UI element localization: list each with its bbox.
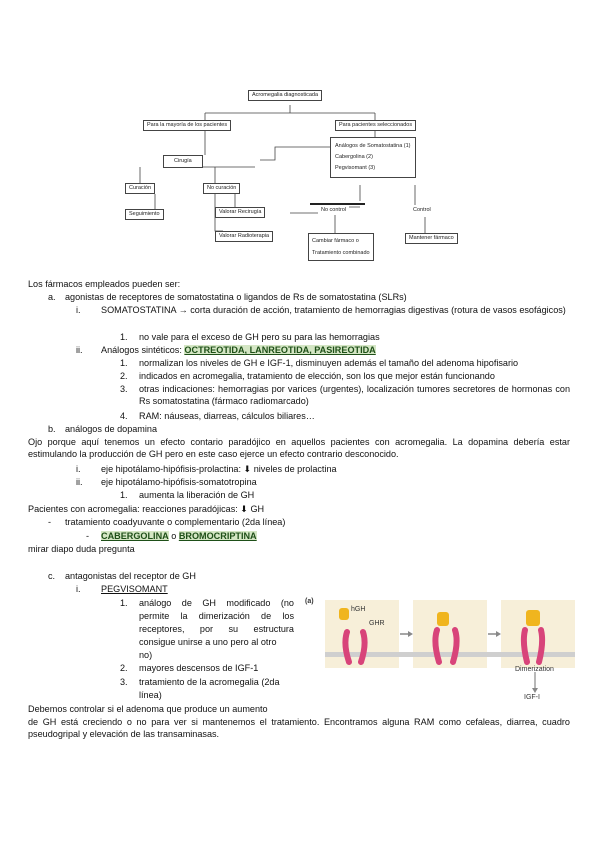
receptor [524,630,527,662]
hormone [437,612,449,626]
b-ii-sub-text: aumenta la liberación de GH [139,490,255,500]
a-ii-line [101,344,376,356]
dimerization-illustration [303,594,575,706]
flow-no-control: No control [318,206,349,215]
c-item-marker: 1. [120,598,128,608]
arrow-head [532,688,538,693]
c-closing-1: Debemos controlar si el adenoma que produce un aumento [28,704,268,714]
a-i-sub-text: no vale para el exceso de GH pero su para las hemorragias [139,332,380,342]
b-paradox: Pacientes con acromegalia: reacciones paradójicas: ⬇ GH [28,504,265,514]
hgh-label: hGH [351,606,366,613]
drug-option: Análogos de Somatostatina (1) [335,143,411,149]
panel-label: (a) [305,598,314,605]
b-dash-2: - [86,531,90,541]
a-ii-item-marker: 4. [120,411,128,421]
c-item-marker: 2. [120,663,128,673]
a-i-marker: i. [76,305,81,315]
c-item-line: permite la dimerización de los [139,611,294,621]
b-ii-marker: ii. [76,477,83,487]
c-item-line: consigue unirse a uno pero al otro [139,637,277,647]
b-note: Ojo porque aquí tenemos un efecto contario paradójico en aquellos pacientes con acromegalia. La dopamina debería estar estimulando la producción de GH pero en este caso ejerce un efecto contrario desconocido. [28,437,570,459]
a-ii-item-text: indicados en acromegalia, tratamiento de elección, son los que mejor están funcionando [139,371,495,381]
flow-cure: Curación [125,183,155,194]
flow-keep-drug: Mantener fármaco [405,233,458,244]
c-item-marker: 3. [120,677,128,687]
change-drug-line: Cambiar fármaco o [312,238,359,244]
section-c-marker: c. [48,571,56,581]
hormone [339,608,349,620]
c-item-line: mayores descensos de IGF-1 [139,663,259,673]
flow-drug-options [330,137,416,178]
drug-option: Pegvisomant (3) [335,165,376,171]
a-ii-item-marker: 2. [120,371,128,381]
flowchart [115,85,454,265]
a-ii-item-text: otras indicaciones: hemorragias por varices (urgentes), localización tumores secretores de hormonas con Rs somatostatina (fármaco radiomarcado) [139,384,570,406]
change-drug-line: Tratamiento combinado [312,250,370,256]
receptor [435,630,439,662]
a-ii-marker: ii. [76,345,83,355]
receptor [345,632,349,662]
flow-control: Control [410,206,434,215]
arrow-head [496,631,501,637]
section-c-title: antagonistas del receptor de GH [65,571,196,581]
c-closing-2: de GH está creciendo o no para ver si mantenemos el tratamiento. Encontramos alguna RAM como cefaleas, diarrea, cuadro pseudogripal y elevación de las transaminasas. [28,717,570,739]
b-adjuvant: tratamiento coadyuvante o complementario (2da línea) [65,517,286,527]
c-i-text: PEGVISOMANT [101,584,168,594]
a-ii-item-text: RAM: náuseas, diarreas, cálculos biliares… [139,411,315,421]
c-item-line: no) [139,650,153,660]
b-ii-text: eje hipotálamo-hipófisis-somatotropina [101,477,257,487]
hormone [526,610,540,626]
section-a-marker: a. [48,292,56,302]
igf-label: IGF-I [524,694,540,701]
ghr-label: GHR [369,620,385,627]
flow-follow-up: Seguimiento [125,209,164,220]
section-b-marker: b. [48,424,56,434]
flow-radiotherapy: Valorar Radioterapia [215,231,273,242]
b-ii-sub-marker: 1. [120,490,128,500]
intro-line: Los fármacos empleados pueden ser: [28,279,181,289]
b-drug-cabergolina: CABERGOLINA [101,531,169,541]
section-a-title: agonistas de receptores de somatostatina o ligandos de Rs de somatostatina (SLRs) [65,292,407,302]
flow-change-drug [308,233,374,261]
a-i-text: SOMATOSTATINA → corta duración de acción, tratamiento de hemorragias digestivas (rotura de vasos esofágicos) [101,305,566,315]
c-item-1-block [139,597,294,662]
a-ii-item-marker: 3. [120,384,128,394]
a-ii-item-text: normalizan los niveles de GH e IGF-1, disminuyen además el tamaño del adenoma hipofisario [139,358,519,368]
a-i-sub-marker: 1. [120,332,128,342]
section-b-title: análogos de dopamina [65,424,158,434]
b-reminder: mirar diapo duda pregunta [28,544,135,554]
b-dash-1: - [48,517,52,527]
c-item-line: receptores, por su estructura [139,624,294,634]
c-item-line: análogo de GH modificado (no [139,598,294,608]
arrow-head [408,631,413,637]
flow-right-branch: Para pacientes seleccionados [335,120,416,131]
b-drug-connector: o [168,531,179,541]
drug-option: Cabergolina (2) [335,154,373,160]
b-drug-bromocriptina: BROMOCRIPTINA [178,531,257,541]
c-item-line: línea) [139,690,162,700]
connector-feedback [260,147,330,160]
a-ii-item-marker: 1. [120,358,128,368]
receptor [361,632,365,662]
flow-left-branch: Para la mayoría de los pacientes [143,120,231,131]
flow-root: Acromegalia diagnosticada [248,90,322,101]
receptor [539,630,542,662]
connector-nocontrol [290,207,425,235]
dimerization-figure [303,594,575,706]
receptor [453,630,457,662]
b-drugs-line [101,530,257,542]
flow-no-cure: No curación [203,183,240,194]
panel-bg [413,600,487,668]
dimerization-label: Dimerization [515,666,554,673]
connector-surgery [140,167,255,183]
flow-reevaluate-surgery: Valorar Recirugía [215,207,265,218]
a-ii-prefix: Análogos sintéticos: [101,345,182,355]
a-ii-drugs: OCTREOTIDA, LANREOTIDA, PASIREOTIDA [184,345,376,355]
b-i-marker: i. [76,464,81,474]
connector-root [205,105,375,120]
b-i-text: eje hipotálamo-hipófisis-prolactina: ⬇ niveles de prolactina [101,464,337,474]
c-item-line: tratamiento de la acromegalia (2da [139,677,280,687]
flow-surgery: Cirugía [163,155,203,168]
c-i-marker: i. [76,584,81,594]
